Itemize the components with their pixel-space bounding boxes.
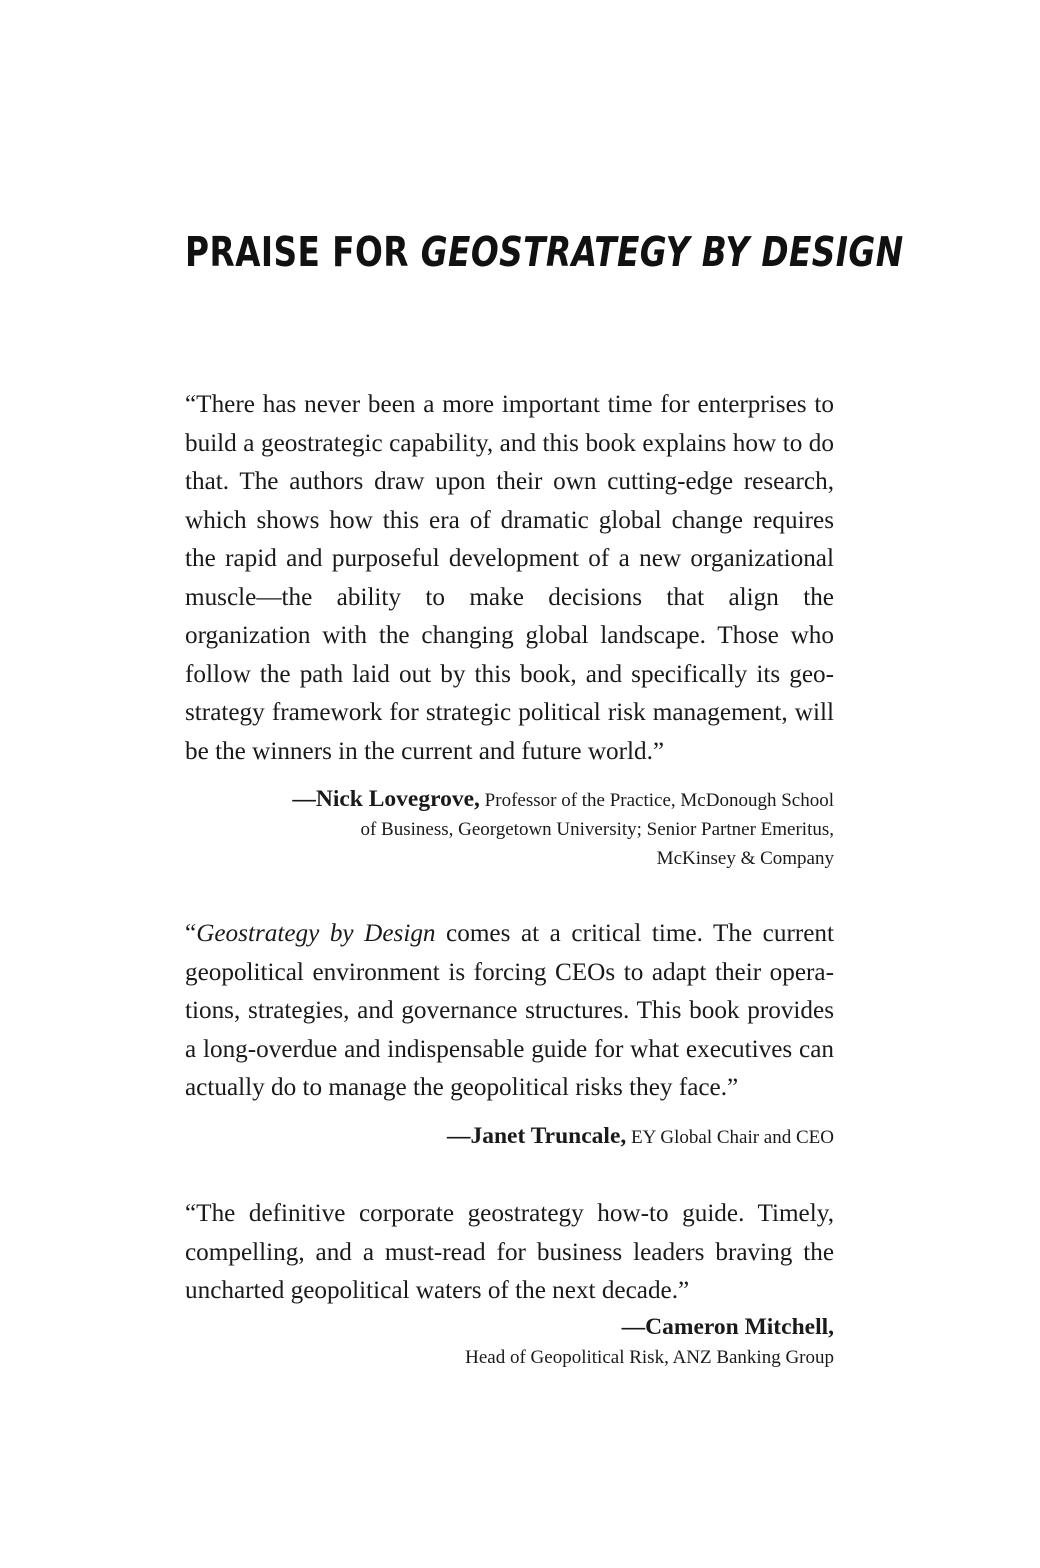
- endorsement-attribution-2: [185, 1122, 834, 1152]
- endorser-dash: —: [621, 1314, 646, 1340]
- endorser-name: Cameron Mitchell,: [645, 1314, 834, 1340]
- endorser-role-line: McKinsey & Company: [656, 848, 834, 869]
- endorser-name: Nick Lovegrove,: [315, 786, 480, 812]
- quote-text: comes at a critical time. The current geopolitical environment is forcing CEOs to adapt their operations, strategies, and governance structures. This book provides a long-overdue and indispensable guide for what executives can actually do to manage the geopolitical risks they face.”: [185, 920, 834, 1101]
- endorser-role-line: Professor of the Practice, McDonough School: [479, 790, 834, 811]
- endorser-dash: —: [446, 1123, 471, 1149]
- endorsement-attribution-3: [185, 1313, 834, 1372]
- quote-open-mark: “: [185, 920, 197, 947]
- endorser-role-line: Head of Geopolitical Risk, ANZ Banking Group: [465, 1347, 834, 1368]
- endorser-role-line: of Business, Georgetown University; Senior Partner Emeritus,: [360, 819, 834, 840]
- quote-book-title: Geostrategy by Design: [196, 920, 436, 947]
- endorser-dash: —: [292, 786, 316, 812]
- title-prefix: PRAISE FOR: [185, 228, 421, 276]
- endorsement-quote-1: “There has never been a more important time for enterprises to build a geostrategic capability, and this book explains how to do that. The authors draw upon their own cutting-edge research, which shows how this era of dramatic global change requires the rapid and purposeful development of a new organizational muscle—the ability to make decisions that align the organization with the changing global landscape. Those who follow the path laid out by this book, and specifically its geostrategy framework for strategic political risk management, will be the winners in the current and future world.”: [185, 391, 834, 765]
- endorsement-attribution-1: [185, 785, 834, 873]
- endorsement-quote-3: “The definitive corporate geostrategy how-to guide. Timely, compelling, and a must-read for business leaders braving the uncharted geopolitical waters of the next decade.”: [185, 1200, 834, 1304]
- endorsement-quote-2: [185, 915, 834, 1108]
- page-title: [185, 228, 904, 276]
- endorser-role-line: EY Global Chair and CEO: [626, 1127, 834, 1148]
- title-book-name: GEOSTRATEGY BY DESIGN: [420, 228, 904, 276]
- endorser-name: Janet Truncale,: [470, 1123, 627, 1149]
